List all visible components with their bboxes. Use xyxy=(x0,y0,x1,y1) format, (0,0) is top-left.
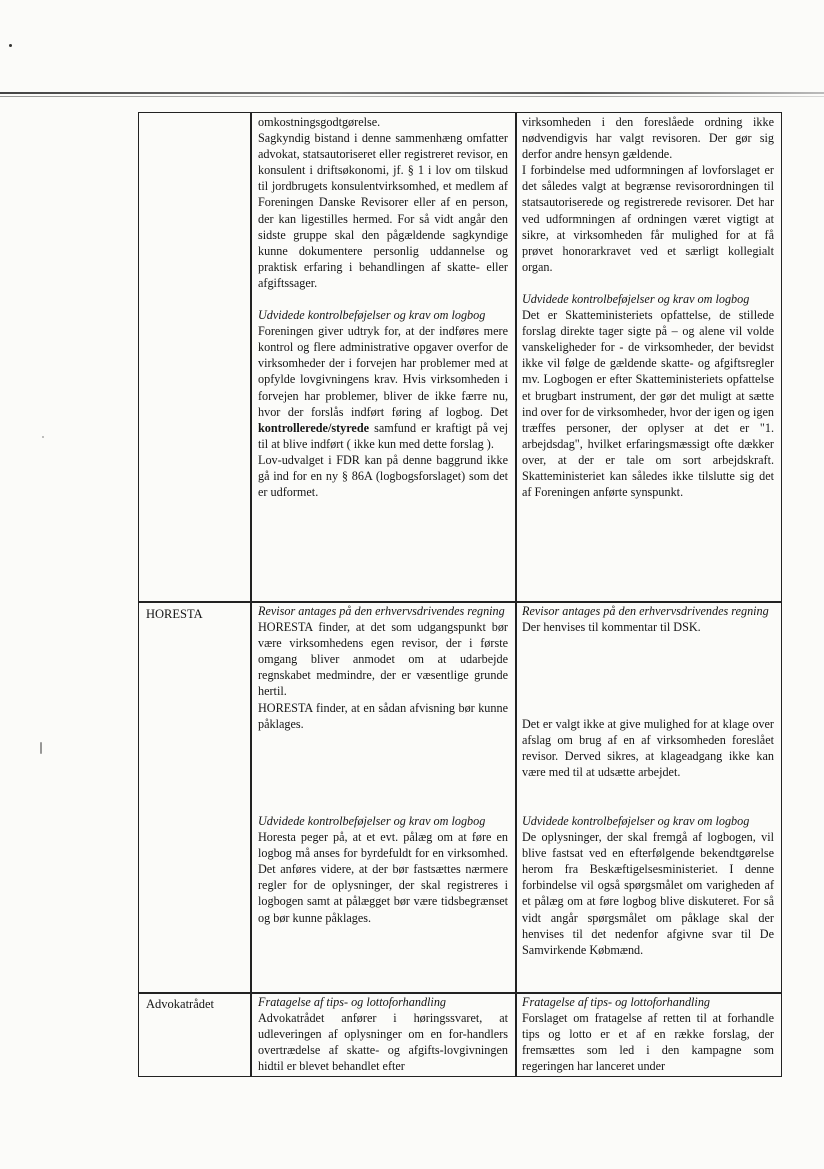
paragraph: Lov-udvalget i FDR kan på denne baggrund ikke gå ind for en ny § 86A (logbogsforslaget) som det er udformet. xyxy=(258,452,508,500)
row2-comment-cell-a xyxy=(258,603,508,732)
paragraph: Det er Skatteministeriets opfattelse, de stillede forslag direkte tager sigte på – og alene vil volde vanskeligheder for - de virksomheder, der bevidst ikke vil følge de gældende skatte- og afgiftsregler mv. Logbogen er efter Skatteministeriets opfattelse et brugbart instrument, der gør det muligt at sætte ind over for de virksomheder, hvor der igen og igen træffes personer, der oplyser at det er "1. arbejdsdag", hvilket erfaringsmæssigt ofte dækker over, at der er tale om sort arbejdskraft. Skatteministeriet kan således ikke tilslutte sig det af Foreningen anførte synspunkt. xyxy=(522,308,774,500)
row1-comment-cell xyxy=(258,114,508,500)
org-name-advokatraadet: Advokatrådet xyxy=(146,997,215,1011)
paragraph-gap xyxy=(522,275,774,291)
paragraph: Horesta peger på, at et evt. pålæg om at føre en logbog må anses for byrdefuldt for en virksomhed. Det anføres videre, at der bør fastsættes nærmere regler for de oplysninger, der skal registreres i logbogen samt at pålægget bør være tidsbegrænset og bør kunne påklages. xyxy=(258,830,508,925)
emphasized-text: kontrollerede/styrede xyxy=(258,420,370,435)
paragraph: Der henvises til kommentar til DSK. xyxy=(522,620,701,635)
scan-edge-line xyxy=(0,92,824,94)
paragraph: HORESTA finder, at en sådan afvisning bør kunne påklages. xyxy=(258,700,508,731)
paragraph: Advokatrådet anfører i høringssvaret, at udleveringen af oplysninger om en for-handlers overtrædelse af skatte- og afgifts-lovgivningen hidtil er blevet behandlet efter xyxy=(258,1011,508,1074)
paragraph: De oplysninger, der skal fremgå af logbogen, vil blive fastsat ved en efterfølgende bekendtgørelse herom fra Beskæftigelsesministeriet. I denne forbindelse vil også spørgsmålet om varigheden af et pålæg om at føre logbog blive diskuteret. For så vidt angår spørgsmålet om påklage skal der henvises til det nedenfor afgivne svar til De Samvirkende Købmænd. xyxy=(522,830,774,957)
paragraph-text: Foreningen giver udtryk for, at der indføres mere kontrol og flere administrative opgaver overfor de virksomheder der i forvejen har problemer med at opfylde lovgivningens krav. Hvis virksomheden i forvejen har problemer, bliver de ikke færre nu, hvor der forslås indført føring af logbog. Det xyxy=(258,324,508,419)
row2-response-cell-a2 xyxy=(522,716,774,780)
section-heading: Fratagelse af tips- og lottoforhandling xyxy=(258,995,447,1009)
section-heading: Udvidede kontrolbeføjelser og krav om logbog xyxy=(522,814,750,828)
scan-speck xyxy=(40,742,42,754)
column-divider xyxy=(515,112,517,1077)
paragraph: I forbindelse med udformningen af lovforslaget er det således valgt at begrænse revisorordningen til statsautoriserede og registrerede revisorer. Det har ved udformningen af ordningen været vigtigt at sikre, at virksomheden får mulighed for at få prøvet honorarkravet ved et særligt kollegialt organ. xyxy=(522,163,774,274)
paragraph: Sagkyndig bistand i denne sammenhæng omfatter advokat, statsautoriseret eller registreret revisor, en konsulent i driftsøkonomi, jf. § 1 i lov om tilskud til jordbrugets konsulentvirksomhed, et medlem af Foreningen Danske Revisorer eller af en person, der kan ligestilles hermed. For så vidt angår den sidste gruppe skal den pågældende sagkyndige kunne dokumentere personlig uddannelse og praktisk erfaring i behandlingen af skatte- eller afgiftssager. xyxy=(258,131,508,290)
section-heading: Udvidede kontrolbeføjelser og krav om logbog xyxy=(522,291,750,306)
paragraph: omkostningsgodtgørelse. xyxy=(258,115,381,129)
paragraph: Det er valgt ikke at give mulighed for at klage over afslag om brug af en af virksomheden foreslået revisor. Derved sikres, at klageadgang ikke kan være med til at udsætte arbejdet. xyxy=(522,717,774,780)
row2-comment-cell-b xyxy=(258,813,508,926)
paragraph-gap xyxy=(258,291,508,307)
paragraph xyxy=(258,323,508,452)
row3-comment-cell xyxy=(258,994,508,1074)
row2-response-cell-b xyxy=(522,813,774,958)
scan-speck xyxy=(9,44,12,47)
section-heading: Fratagelse af tips- og lottoforhandling xyxy=(522,995,711,1009)
scan-edge-line xyxy=(0,96,824,97)
scan-speck xyxy=(42,436,44,438)
section-heading: Revisor antages på den erhvervsdrivendes regning xyxy=(258,604,505,618)
row3-response-cell xyxy=(522,994,774,1074)
paragraph-text: samfund er kraftigt på vej til at blive indført ( ikke kun med dette forslag ). xyxy=(258,420,508,451)
column-divider xyxy=(250,112,252,1077)
paragraph: HORESTA finder, at det som udgangspunkt bør være virksomhedens egen revisor, der i første omgang bliver anmodet om at udarbejde regnskabet medmindre, der er væsentlige grunde hertil. xyxy=(258,620,508,699)
org-name-horesta: HORESTA xyxy=(146,607,203,621)
row1-response-cell xyxy=(522,114,774,500)
section-heading: Udvidede kontrolbeføjelser og krav om logbog xyxy=(258,814,486,828)
paragraph: virksomheden i den foreslåede ordning ikke nødvendigvis har valgt revisoren. Der gør sig derfor andre hensyn gældende. xyxy=(522,115,774,162)
row2-response-cell-a xyxy=(522,603,774,635)
section-heading: Udvidede kontrolbeføjelser og krav om logbog xyxy=(258,308,486,323)
paragraph: Forslaget om fratagelse af retten til at forhandle tips og lotto er et af en række forslag, der fremsættes som led i den kampagne som regeringen har lanceret under xyxy=(522,1011,774,1074)
section-heading: Revisor antages på den erhvervsdrivendes regning xyxy=(522,604,769,618)
